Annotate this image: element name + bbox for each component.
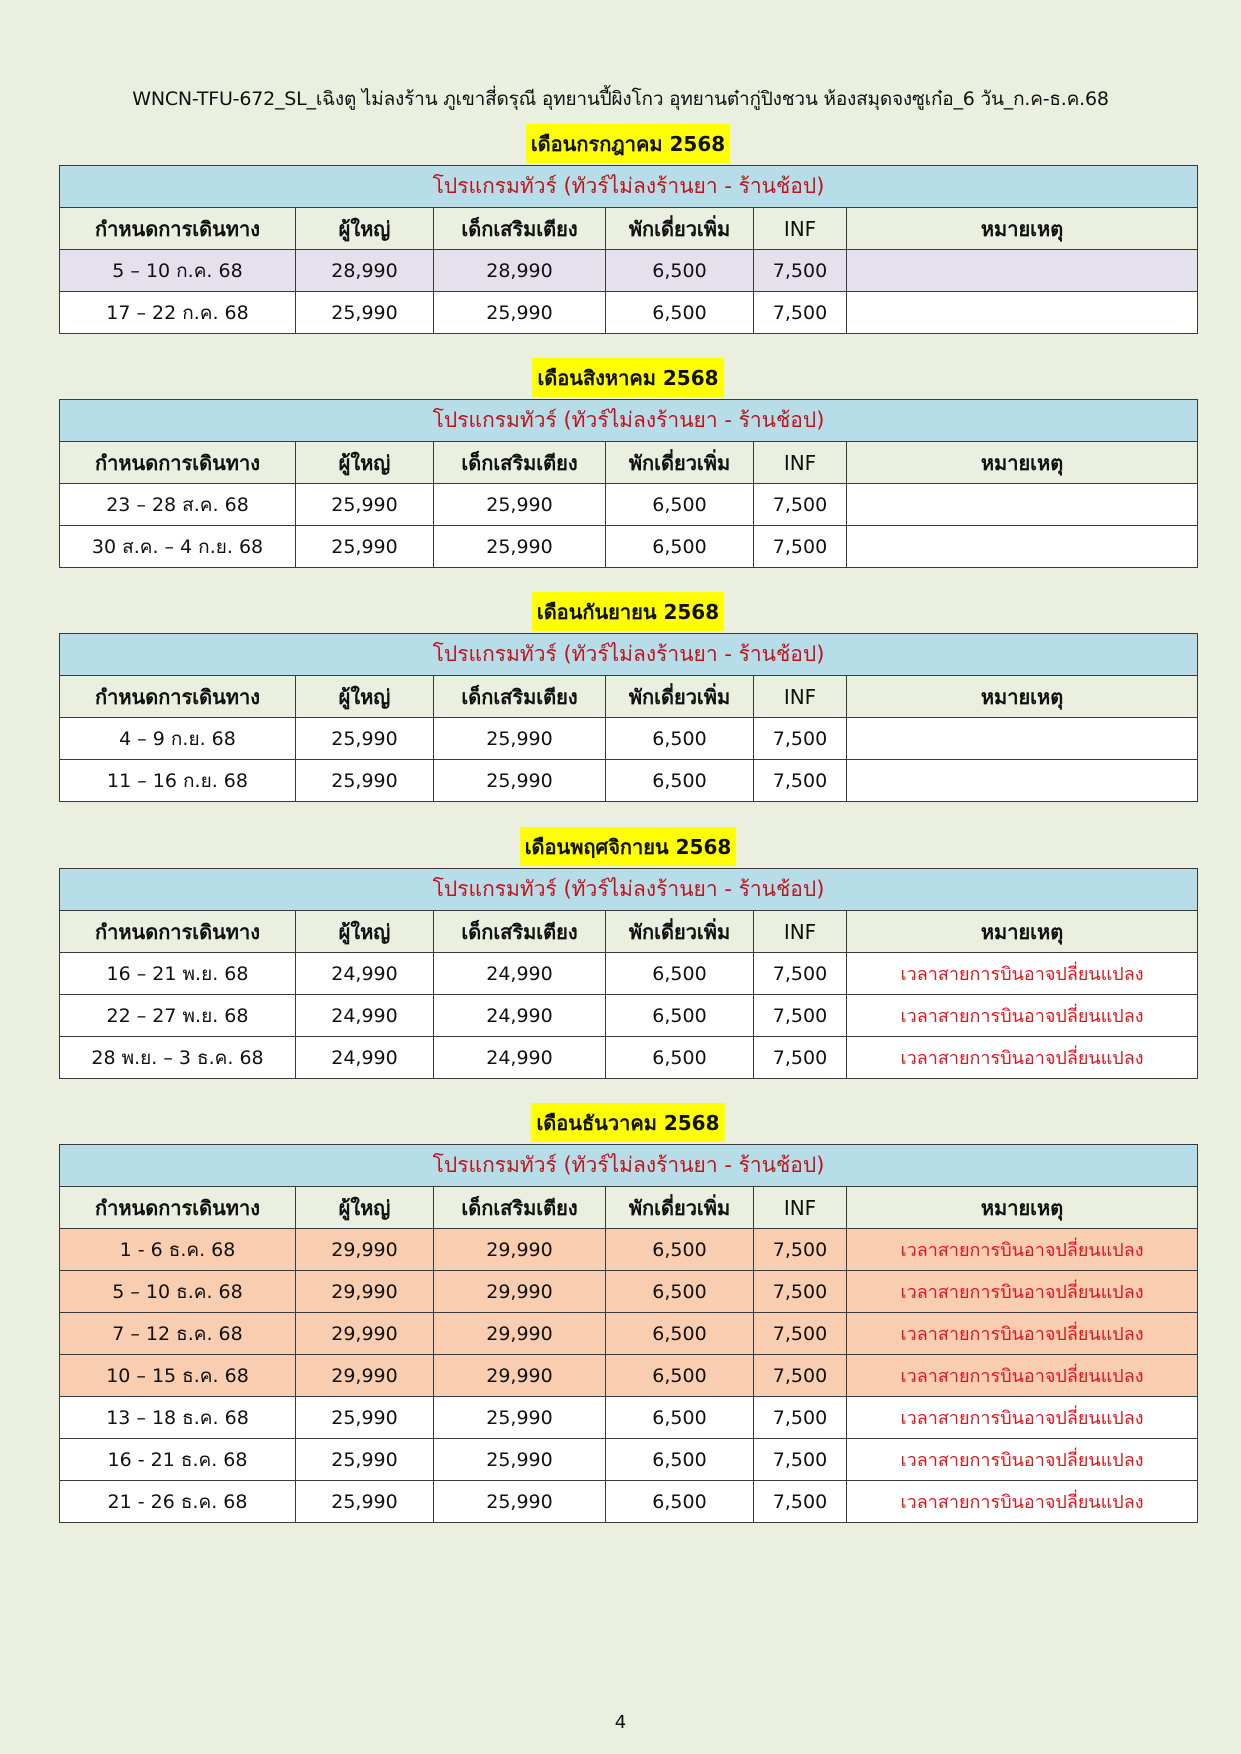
col-header-child-extra-bed: เด็กเสริมเตียง	[434, 676, 606, 718]
cell-dates: 30 ส.ค. – 4 ก.ย. 68	[60, 526, 296, 568]
cell-inf: 7,500	[754, 1397, 847, 1439]
tour-price-table	[59, 165, 1198, 334]
cell-single-supplement: 6,500	[606, 1271, 754, 1313]
cell-single-supplement: 6,500	[606, 250, 754, 292]
tour-price-table	[59, 633, 1198, 802]
program-header: โปรแกรมทัวร์ (ทัวร์ไม่ลงร้านยา - ร้านช้อป)	[60, 869, 1198, 911]
cell-inf: 7,500	[754, 1439, 847, 1481]
cell-inf: 7,500	[754, 760, 847, 802]
col-header-inf: INF	[754, 1187, 847, 1229]
cell-adult: 29,990	[296, 1271, 434, 1313]
page-number: 4	[614, 1712, 627, 1733]
cell-single-supplement: 6,500	[606, 1439, 754, 1481]
cell-adult: 24,990	[296, 1037, 434, 1079]
cell-child-extra-bed: 25,990	[434, 1439, 606, 1481]
col-header-child-extra-bed: เด็กเสริมเตียง	[434, 442, 606, 484]
col-header-note: หมายเหตุ	[847, 208, 1198, 250]
cell-note: เวลาสายการบินอาจปลี่ยนแปลง	[847, 1229, 1198, 1271]
cell-dates: 22 – 27 พ.ย. 68	[60, 995, 296, 1037]
cell-child-extra-bed: 25,990	[434, 526, 606, 568]
cell-dates: 4 – 9 ก.ย. 68	[60, 718, 296, 760]
cell-dates: 5 – 10 ก.ค. 68	[60, 250, 296, 292]
col-header-adult: ผู้ใหญ่	[296, 442, 434, 484]
table-row	[60, 1397, 1198, 1439]
cell-single-supplement: 6,500	[606, 1313, 754, 1355]
month-block-august	[59, 358, 1197, 568]
col-header-note: หมายเหตุ	[847, 1187, 1198, 1229]
col-header-dates: กำหนดการเดินทาง	[60, 208, 296, 250]
col-header-single-supplement: พักเดี่ยวเพิ่ม	[606, 208, 754, 250]
cell-adult: 29,990	[296, 1229, 434, 1271]
col-header-adult: ผู้ใหญ่	[296, 676, 434, 718]
cell-note	[847, 760, 1198, 802]
month-heading-label: เดือนกันยายน 2568	[532, 592, 724, 631]
month-heading-label: เดือนธันวาคม 2568	[531, 1103, 724, 1142]
col-header-dates: กำหนดการเดินทาง	[60, 1187, 296, 1229]
cell-child-extra-bed: 28,990	[434, 250, 606, 292]
table-row	[60, 1037, 1198, 1079]
col-header-note: หมายเหตุ	[847, 911, 1198, 953]
cell-inf: 7,500	[754, 1355, 847, 1397]
month-block-july	[59, 124, 1197, 334]
cell-child-extra-bed: 25,990	[434, 718, 606, 760]
cell-dates: 16 - 21 ธ.ค. 68	[60, 1439, 296, 1481]
cell-dates: 13 – 18 ธ.ค. 68	[60, 1397, 296, 1439]
cell-note: เวลาสายการบินอาจปลี่ยนแปลง	[847, 1313, 1198, 1355]
cell-adult: 25,990	[296, 760, 434, 802]
col-header-adult: ผู้ใหญ่	[296, 911, 434, 953]
cell-dates: 16 – 21 พ.ย. 68	[60, 953, 296, 995]
cell-note	[847, 292, 1198, 334]
table-row	[60, 526, 1198, 568]
table-row	[60, 250, 1198, 292]
cell-inf: 7,500	[754, 484, 847, 526]
cell-note: เวลาสายการบินอาจปลี่ยนแปลง	[847, 995, 1198, 1037]
col-header-inf: INF	[754, 208, 847, 250]
table-row	[60, 953, 1198, 995]
cell-single-supplement: 6,500	[606, 484, 754, 526]
table-row	[60, 1481, 1198, 1523]
cell-dates: 10 – 15 ธ.ค. 68	[60, 1355, 296, 1397]
cell-adult: 29,990	[296, 1355, 434, 1397]
month-heading	[59, 124, 1197, 163]
cell-dates: 5 – 10 ธ.ค. 68	[60, 1271, 296, 1313]
cell-note: เวลาสายการบินอาจปลี่ยนแปลง	[847, 953, 1198, 995]
cell-dates: 1 - 6 ธ.ค. 68	[60, 1229, 296, 1271]
col-header-single-supplement: พักเดี่ยวเพิ่ม	[606, 911, 754, 953]
cell-note: เวลาสายการบินอาจปลี่ยนแปลง	[847, 1439, 1198, 1481]
table-row	[60, 1271, 1198, 1313]
cell-adult: 24,990	[296, 953, 434, 995]
cell-note: เวลาสายการบินอาจปลี่ยนแปลง	[847, 1037, 1198, 1079]
cell-single-supplement: 6,500	[606, 995, 754, 1037]
cell-single-supplement: 6,500	[606, 1355, 754, 1397]
col-header-inf: INF	[754, 442, 847, 484]
cell-note	[847, 484, 1198, 526]
cell-inf: 7,500	[754, 1229, 847, 1271]
month-heading-label: เดือนสิงหาคม 2568	[532, 358, 723, 397]
cell-single-supplement: 6,500	[606, 718, 754, 760]
cell-single-supplement: 6,500	[606, 953, 754, 995]
cell-adult: 28,990	[296, 250, 434, 292]
cell-child-extra-bed: 24,990	[434, 1037, 606, 1079]
col-header-adult: ผู้ใหญ่	[296, 1187, 434, 1229]
cell-dates: 21 - 26 ธ.ค. 68	[60, 1481, 296, 1523]
cell-dates: 28 พ.ย. – 3 ธ.ค. 68	[60, 1037, 296, 1079]
cell-child-extra-bed: 29,990	[434, 1229, 606, 1271]
col-header-dates: กำหนดการเดินทาง	[60, 911, 296, 953]
month-heading	[59, 1103, 1197, 1142]
program-header: โปรแกรมทัวร์ (ทัวร์ไม่ลงร้านยา - ร้านช้อป)	[60, 400, 1198, 442]
month-block-december	[59, 1103, 1197, 1523]
cell-single-supplement: 6,500	[606, 1229, 754, 1271]
cell-note: เวลาสายการบินอาจปลี่ยนแปลง	[847, 1481, 1198, 1523]
program-header: โปรแกรมทัวร์ (ทัวร์ไม่ลงร้านยา - ร้านช้อป)	[60, 634, 1198, 676]
cell-adult: 25,990	[296, 526, 434, 568]
cell-dates: 11 – 16 ก.ย. 68	[60, 760, 296, 802]
col-header-adult: ผู้ใหญ่	[296, 208, 434, 250]
table-row	[60, 484, 1198, 526]
table-row	[60, 718, 1198, 760]
cell-dates: 23 – 28 ส.ค. 68	[60, 484, 296, 526]
month-block-september	[59, 592, 1197, 802]
cell-child-extra-bed: 29,990	[434, 1313, 606, 1355]
cell-child-extra-bed: 25,990	[434, 760, 606, 802]
col-header-single-supplement: พักเดี่ยวเพิ่ม	[606, 1187, 754, 1229]
col-header-child-extra-bed: เด็กเสริมเตียง	[434, 1187, 606, 1229]
cell-adult: 25,990	[296, 1481, 434, 1523]
cell-single-supplement: 6,500	[606, 1037, 754, 1079]
col-header-inf: INF	[754, 911, 847, 953]
col-header-dates: กำหนดการเดินทาง	[60, 676, 296, 718]
cell-single-supplement: 6,500	[606, 292, 754, 334]
table-row	[60, 1355, 1198, 1397]
cell-dates: 17 – 22 ก.ค. 68	[60, 292, 296, 334]
cell-inf: 7,500	[754, 250, 847, 292]
cell-child-extra-bed: 25,990	[434, 484, 606, 526]
cell-adult: 25,990	[296, 292, 434, 334]
month-heading	[59, 358, 1197, 397]
cell-adult: 29,990	[296, 1313, 434, 1355]
cell-dates: 7 – 12 ธ.ค. 68	[60, 1313, 296, 1355]
cell-note: เวลาสายการบินอาจปลี่ยนแปลง	[847, 1397, 1198, 1439]
cell-child-extra-bed: 25,990	[434, 1481, 606, 1523]
month-heading-label: เดือนพฤศจิกายน 2568	[520, 827, 737, 866]
cell-inf: 7,500	[754, 526, 847, 568]
cell-adult: 25,990	[296, 1439, 434, 1481]
cell-single-supplement: 6,500	[606, 1481, 754, 1523]
table-row	[60, 1439, 1198, 1481]
cell-note: เวลาสายการบินอาจปลี่ยนแปลง	[847, 1271, 1198, 1313]
cell-note	[847, 526, 1198, 568]
col-header-dates: กำหนดการเดินทาง	[60, 442, 296, 484]
cell-child-extra-bed: 24,990	[434, 953, 606, 995]
cell-adult: 25,990	[296, 484, 434, 526]
col-header-note: หมายเหตุ	[847, 676, 1198, 718]
cell-child-extra-bed: 29,990	[434, 1271, 606, 1313]
cell-adult: 25,990	[296, 718, 434, 760]
month-block-november	[59, 827, 1197, 1079]
month-heading	[59, 592, 1197, 631]
table-row	[60, 760, 1198, 802]
cell-note: เวลาสายการบินอาจปลี่ยนแปลง	[847, 1355, 1198, 1397]
month-heading	[59, 827, 1197, 866]
cell-child-extra-bed: 25,990	[434, 1397, 606, 1439]
program-header: โปรแกรมทัวร์ (ทัวร์ไม่ลงร้านยา - ร้านช้อป)	[60, 166, 1198, 208]
col-header-inf: INF	[754, 676, 847, 718]
cell-adult: 24,990	[296, 995, 434, 1037]
table-row	[60, 995, 1198, 1037]
cell-inf: 7,500	[754, 995, 847, 1037]
tour-price-table	[59, 868, 1198, 1079]
tour-price-table	[59, 1144, 1198, 1523]
document-title: WNCN-TFU-672_SL_เฉิงตู ไม่ลงร้าน ภูเขาสี่ดรุณี อุทยานปี้ผิงโกว อุทยานต๋ากู่ปิงชวน ห้องสมุดจงซูเก๋อ_6 วัน_ก.ค-ธ.ค.68	[132, 88, 1109, 110]
cell-single-supplement: 6,500	[606, 760, 754, 802]
cell-inf: 7,500	[754, 718, 847, 760]
cell-inf: 7,500	[754, 1481, 847, 1523]
month-heading-label: เดือนกรกฎาคม 2568	[526, 124, 730, 163]
col-header-single-supplement: พักเดี่ยวเพิ่ม	[606, 676, 754, 718]
col-header-note: หมายเหตุ	[847, 442, 1198, 484]
cell-inf: 7,500	[754, 1037, 847, 1079]
cell-inf: 7,500	[754, 1313, 847, 1355]
table-row	[60, 1229, 1198, 1271]
cell-inf: 7,500	[754, 953, 847, 995]
tour-price-table	[59, 399, 1198, 568]
cell-adult: 25,990	[296, 1397, 434, 1439]
cell-note	[847, 250, 1198, 292]
cell-single-supplement: 6,500	[606, 526, 754, 568]
table-row	[60, 292, 1198, 334]
cell-child-extra-bed: 24,990	[434, 995, 606, 1037]
col-header-child-extra-bed: เด็กเสริมเตียง	[434, 208, 606, 250]
cell-inf: 7,500	[754, 1271, 847, 1313]
cell-inf: 7,500	[754, 292, 847, 334]
cell-single-supplement: 6,500	[606, 1397, 754, 1439]
col-header-single-supplement: พักเดี่ยวเพิ่ม	[606, 442, 754, 484]
program-header: โปรแกรมทัวร์ (ทัวร์ไม่ลงร้านยา - ร้านช้อป)	[60, 1145, 1198, 1187]
cell-note	[847, 718, 1198, 760]
cell-child-extra-bed: 25,990	[434, 292, 606, 334]
table-row	[60, 1313, 1198, 1355]
cell-child-extra-bed: 29,990	[434, 1355, 606, 1397]
col-header-child-extra-bed: เด็กเสริมเตียง	[434, 911, 606, 953]
